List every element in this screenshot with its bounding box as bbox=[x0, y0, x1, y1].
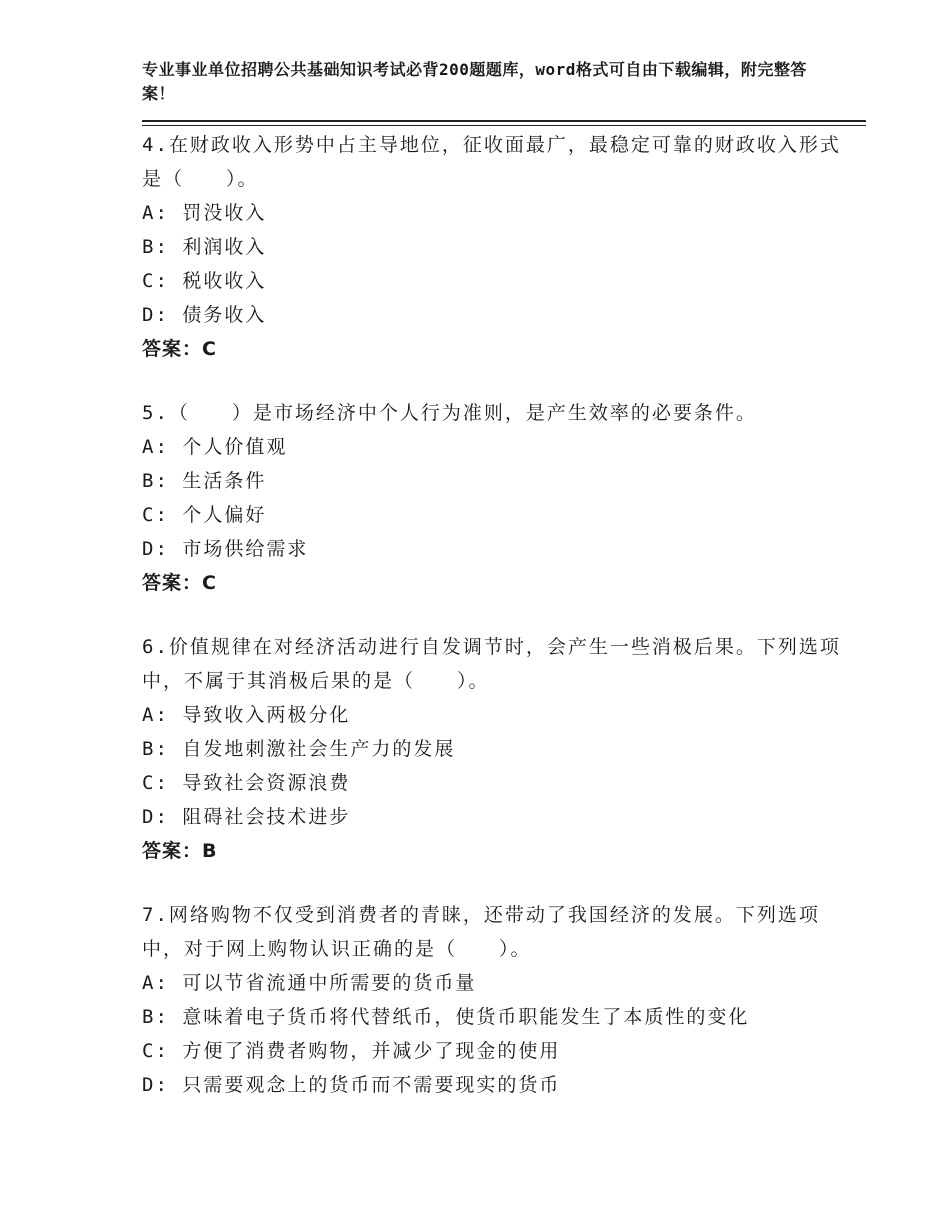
question-list bbox=[142, 128, 842, 1132]
option-letter: D: bbox=[142, 538, 169, 560]
option-text: 导致收入两极分化 bbox=[182, 704, 351, 726]
option-c bbox=[142, 766, 842, 800]
question-text: 6.价值规律在对经济活动进行自发调节时，会产生一些消极后果。下列选项中，不属于其消极后果的是（ ）。 bbox=[142, 636, 841, 692]
question-7 bbox=[142, 898, 842, 1102]
option-text: 自发地刺激社会生产力的发展 bbox=[182, 738, 456, 760]
option-letter: A: bbox=[142, 972, 169, 994]
option-letter: A: bbox=[142, 436, 169, 458]
document-header: 专业事业单位招聘公共基础知识考试必背200题题库，word格式可自由下载编辑，附完整答案！ bbox=[142, 60, 807, 103]
option-letter: C: bbox=[142, 772, 169, 794]
option-letter: D: bbox=[142, 806, 169, 828]
option-letter: C: bbox=[142, 1040, 169, 1062]
option-d bbox=[142, 800, 842, 834]
option-letter: B: bbox=[142, 1006, 169, 1028]
option-c bbox=[142, 264, 842, 298]
option-text: 债务收入 bbox=[182, 304, 267, 326]
option-text: 方便了消费者购物，并减少了现金的使用 bbox=[182, 1040, 561, 1062]
option-letter: D: bbox=[142, 1074, 169, 1096]
question-text: 5.（ ）是市场经济中个人行为准则，是产生效率的必要条件。 bbox=[142, 402, 757, 424]
option-b bbox=[142, 1000, 842, 1034]
option-text: 可以节省流通中所需要的货币量 bbox=[182, 972, 477, 994]
answer: 答案：C bbox=[142, 338, 217, 360]
header-rule-thin bbox=[142, 125, 866, 126]
option-d bbox=[142, 298, 842, 332]
option-a bbox=[142, 196, 842, 230]
option-text: 阻碍社会技术进步 bbox=[182, 806, 351, 828]
option-text: 税收收入 bbox=[182, 270, 267, 292]
option-b bbox=[142, 464, 842, 498]
option-letter: A: bbox=[142, 202, 169, 224]
option-text: 个人价值观 bbox=[182, 436, 288, 458]
option-b bbox=[142, 230, 842, 264]
option-a bbox=[142, 698, 842, 732]
option-letter: C: bbox=[142, 504, 169, 526]
option-c bbox=[142, 1034, 842, 1068]
option-a bbox=[142, 966, 842, 1000]
option-text: 只需要观念上的货币而不需要现实的货币 bbox=[182, 1074, 561, 1096]
option-letter: D: bbox=[142, 304, 169, 326]
option-b bbox=[142, 732, 842, 766]
option-text: 意味着电子货币将代替纸币，使货币职能发生了本质性的变化 bbox=[182, 1006, 750, 1028]
option-letter: C: bbox=[142, 270, 169, 292]
question-6 bbox=[142, 630, 842, 868]
option-letter: B: bbox=[142, 738, 169, 760]
option-d bbox=[142, 1068, 842, 1102]
option-text: 罚没收入 bbox=[182, 202, 267, 224]
option-letter: B: bbox=[142, 470, 169, 492]
option-text: 个人偏好 bbox=[182, 504, 267, 526]
option-c bbox=[142, 498, 842, 532]
option-a bbox=[142, 430, 842, 464]
option-d bbox=[142, 532, 842, 566]
header-rule-thick bbox=[142, 120, 866, 122]
option-text: 导致社会资源浪费 bbox=[182, 772, 351, 794]
option-letter: A: bbox=[142, 704, 169, 726]
question-text: 4.在财政收入形势中占主导地位，征收面最广，最稳定可靠的财政收入形式是（ ）。 bbox=[142, 134, 841, 190]
question-5 bbox=[142, 396, 842, 600]
option-letter: B: bbox=[142, 236, 169, 258]
question-text: 7.网络购物不仅受到消费者的青睐，还带动了我国经济的发展。下列选项中，对于网上购物认识正确的是（ ）。 bbox=[142, 904, 820, 960]
question-4 bbox=[142, 128, 842, 366]
option-text: 利润收入 bbox=[182, 236, 267, 258]
option-text: 生活条件 bbox=[182, 470, 267, 492]
answer: 答案：C bbox=[142, 572, 217, 594]
option-text: 市场供给需求 bbox=[182, 538, 309, 560]
answer: 答案：B bbox=[142, 840, 218, 862]
